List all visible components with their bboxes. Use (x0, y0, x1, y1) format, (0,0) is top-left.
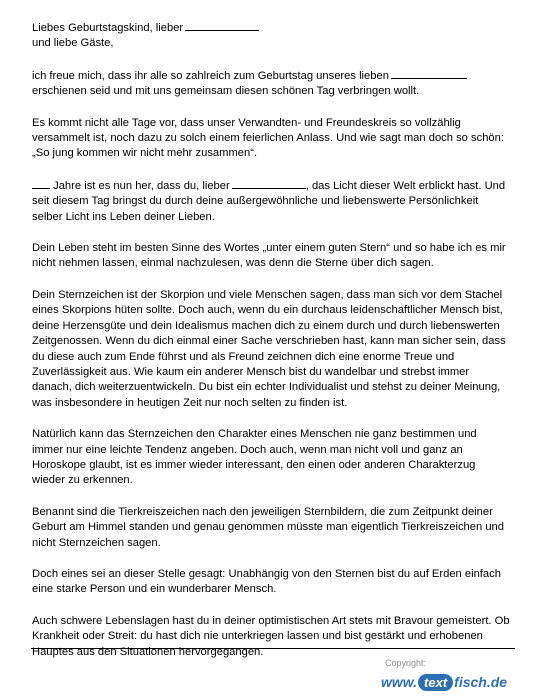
footer (381, 658, 515, 694)
birth-text-a: Jahre ist es nun her, dass du, lieber (53, 179, 230, 192)
paragraph-optimism: Auch schwere Lebenslagen hast du in deiner optimistischen Art stets mit Bravour gemeistert. Ob Krankheit oder Streit: du hast dich nie unterkriegen lassen und bist gestärkt und erhobenen Hauptes aus den Situationen hervorgegangen. (32, 614, 510, 658)
logo-badge: text (418, 674, 453, 691)
name-blank (185, 20, 259, 31)
name-blank (232, 178, 306, 189)
age-blank (32, 178, 50, 189)
textfisch-logo[interactable] (381, 672, 507, 692)
paragraph-character: Natürlich kann das Sternzeichen den Charakter eines Menschen nie ganz bestimmen und immer nur eine leichte Tendenz angeben. Doch auch, wenn man nicht voll und ganz an Horoskope glaubt, ist es immer wieder interessant, den einen oder anderen Charakterzug wieder zu erkennen. (32, 428, 477, 487)
greeting-line: Liebes Geburtstagskind, lieber (32, 22, 184, 34)
birth-text-b: , das Licht dieser Welt erblickt hast. Und seit diesem Tag bringst du durch deine außergewöhnliche und liebenswerte Persönlichkeit selber Licht ins Leben deiner Lieben. (32, 179, 506, 223)
paragraph-constellations: Benannt sind die Tierkreiszeichen nach den jeweiligen Sternbildern, die zum Zeitpunkt deiner Geburt am Himmel standen und genau genommen müsste man eigentlich Tierkreiszeichen und nicht Sternzeichen sagen. (32, 505, 504, 549)
speech-text (32, 20, 510, 676)
copyright-label: Copyright: (385, 658, 427, 668)
greeting-guests: und liebe Gäste, (32, 37, 114, 50)
welcome-text-b: erschienen seid und mit uns gemeinsam diesen schönen Tag verbringen wollt. (32, 85, 420, 98)
logo-prefix: www. (381, 674, 418, 690)
paragraph-stars: Dein Leben steht im besten Sinne des Wortes „unter einem guten Stern“ und so habe ich es mir nicht nehmen lassen, einmal nachzulesen, was denn die Sterne über dich sagen. (32, 242, 506, 270)
paragraph-wonderful: Doch eines sei an dieser Stelle gesagt: Unabhängig von den Sternen bist du auf Erden einfach eine starke Person und ein wunderbarer Mensch. (32, 567, 501, 596)
paragraph-greeting (32, 20, 510, 52)
name-blank (391, 68, 467, 79)
paragraph-occasion: Es kommt nicht alle Tage vor, dass unser Verwandten- und Freundeskreis so vollzählig versammelt ist, noch dazu zu solch einem feierlichen Anlass. Und wie sagt man doch so schön: „So jung kommen wir nicht mehr zusammen“. (32, 116, 504, 160)
paragraph-zodiac: Dein Sternzeichen ist der Skorpion und viele Menschen sagen, dass man sich vor dem Stachel eines Skorpions hüten sollte. Doch auch, wenn du ein durchaus leidenschaftlicher Mensch bist, deine Herzensgüte und dein Idealismus machen dich zu einem durch und durch liebenswerten Zeitgenossen. Wenn du dich einmal einer Sache verschrieben hast, kann man sicher sein, dass du diese auch zum Ende führst und als Freund zeichnen dich eine enorme Treue und Zuverlässigkeit aus. Wie kaum ein anderer Mensch bist du wandelbar und strebst immer danach, dich weiterzuentwickeln. Du bist ein echter Individualist und stehst zu deiner Meinung, was insbesondere in heutigen Zeit nur noch selten zu finden ist. (32, 288, 506, 409)
logo-suffix: fisch.de (454, 674, 508, 690)
paragraph-welcome (32, 68, 510, 100)
welcome-text-a: ich freue mich, dass ihr alle so zahlreich zum Geburtstag unseres lieben (32, 69, 389, 82)
footer-divider (31, 648, 515, 649)
paragraph-birth (32, 178, 510, 225)
